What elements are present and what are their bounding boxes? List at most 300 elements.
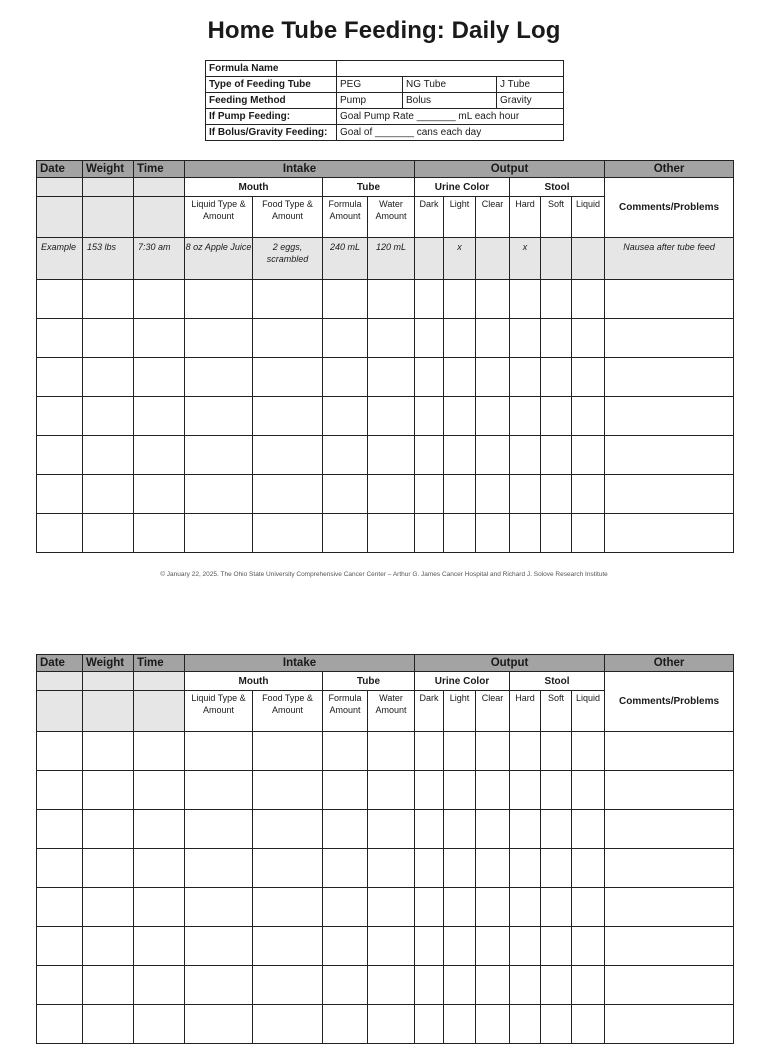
stool-liquid-cell[interactable] (572, 475, 605, 514)
bolus-goal-field[interactable]: Goal of _______ cans each day (337, 125, 564, 141)
water-cell[interactable] (368, 810, 415, 849)
stool-liquid-cell[interactable] (572, 732, 605, 771)
weight-cell[interactable] (83, 771, 134, 810)
food-cell[interactable] (253, 771, 323, 810)
time-cell[interactable] (134, 397, 185, 436)
hard-cell[interactable] (510, 927, 541, 966)
comments-cell[interactable] (605, 888, 734, 927)
soft-cell[interactable] (541, 280, 572, 319)
weight-cell[interactable] (83, 280, 134, 319)
mouth-header: Mouth (185, 178, 323, 197)
feeding-method-label: Feeding Method (206, 93, 337, 109)
other-header: Other (605, 161, 734, 178)
tube-header: Tube (323, 672, 415, 691)
stool-liquid-cell[interactable] (572, 927, 605, 966)
light-cell[interactable] (444, 849, 476, 888)
log-entry-row (37, 358, 734, 397)
food-cell[interactable] (253, 888, 323, 927)
date-cell[interactable] (37, 849, 83, 888)
soft-cell[interactable] (541, 888, 572, 927)
food-cell[interactable] (253, 849, 323, 888)
method-option-gravity[interactable]: Gravity (497, 93, 564, 109)
hard-cell[interactable] (510, 810, 541, 849)
example-water: 120 mL (368, 238, 415, 280)
time-cell[interactable] (134, 966, 185, 1005)
example-hard: x (510, 238, 541, 280)
clear-header: Clear (476, 691, 510, 732)
soft-cell[interactable] (541, 849, 572, 888)
example-light: x (444, 238, 476, 280)
light-cell[interactable] (444, 888, 476, 927)
daily-log-table-2 (36, 654, 734, 1044)
date-cell[interactable] (37, 319, 83, 358)
date-cell[interactable] (37, 966, 83, 1005)
liquid-cell[interactable] (185, 280, 253, 319)
formula-cell[interactable] (323, 280, 368, 319)
pump-rate-field[interactable]: Goal Pump Rate _______ mL each hour (337, 109, 564, 125)
clear-cell[interactable] (476, 1005, 510, 1044)
stool-liquid-cell[interactable] (572, 888, 605, 927)
time-cell[interactable] (134, 732, 185, 771)
clear-cell[interactable] (476, 966, 510, 1005)
log-entry-row (37, 436, 734, 475)
hard-header: Hard (510, 691, 541, 732)
clear-cell[interactable] (476, 436, 510, 475)
dark-cell[interactable] (415, 475, 444, 514)
water-cell[interactable] (368, 888, 415, 927)
food-cell[interactable] (253, 966, 323, 1005)
stool-liquid-cell[interactable] (572, 514, 605, 553)
time-cell[interactable] (134, 475, 185, 514)
food-cell[interactable] (253, 810, 323, 849)
liquid-cell[interactable] (185, 397, 253, 436)
tube-option-j[interactable]: J Tube (497, 77, 564, 93)
food-cell[interactable] (253, 475, 323, 514)
example-date: Example (37, 238, 83, 280)
example-stool-liquid (572, 238, 605, 280)
date-cell[interactable] (37, 1005, 83, 1044)
time-cell[interactable] (134, 771, 185, 810)
stool-liquid-cell[interactable] (572, 280, 605, 319)
food-cell[interactable] (253, 1005, 323, 1044)
formula-cell[interactable] (323, 771, 368, 810)
output-header: Output (415, 655, 605, 672)
time-cell[interactable] (134, 927, 185, 966)
liquid-cell[interactable] (185, 1005, 253, 1044)
water-cell[interactable] (368, 771, 415, 810)
formula-cell[interactable] (323, 732, 368, 771)
water-cell[interactable] (368, 280, 415, 319)
water-cell[interactable] (368, 966, 415, 1005)
formula-cell[interactable] (323, 436, 368, 475)
hard-cell[interactable] (510, 436, 541, 475)
example-comments: Nausea after tube feed (605, 238, 734, 280)
weight-cell[interactable] (83, 810, 134, 849)
example-dark (415, 238, 444, 280)
weight-cell[interactable] (83, 966, 134, 1005)
comments-cell[interactable] (605, 966, 734, 1005)
log-entry-row (37, 319, 734, 358)
weight-cell[interactable] (83, 849, 134, 888)
log-rows-1 (37, 280, 734, 553)
example-food: 2 eggs, scrambled (253, 238, 323, 280)
light-cell[interactable] (444, 810, 476, 849)
hard-cell[interactable] (510, 397, 541, 436)
clear-cell[interactable] (476, 280, 510, 319)
weight-cell[interactable] (83, 1005, 134, 1044)
comments-cell[interactable] (605, 849, 734, 888)
food-cell[interactable] (253, 319, 323, 358)
light-header: Light (444, 691, 476, 732)
tube-option-ng[interactable]: NG Tube (403, 77, 497, 93)
formula-cell[interactable] (323, 810, 368, 849)
water-cell[interactable] (368, 927, 415, 966)
weight-cell[interactable] (83, 475, 134, 514)
date-cell[interactable] (37, 280, 83, 319)
clear-cell[interactable] (476, 475, 510, 514)
comments-cell[interactable] (605, 771, 734, 810)
time-header: Time (134, 655, 185, 672)
weight-cell[interactable] (83, 732, 134, 771)
food-cell[interactable] (253, 397, 323, 436)
water-cell[interactable] (368, 475, 415, 514)
bolus-feeding-label: If Bolus/Gravity Feeding: (206, 125, 337, 141)
formula-amount-header: Formula Amount (323, 691, 368, 732)
log-rows-2 (37, 732, 734, 1044)
hard-cell[interactable] (510, 888, 541, 927)
food-cell[interactable] (253, 436, 323, 475)
liquid-stool-header: Liquid (572, 197, 605, 238)
dark-cell[interactable] (415, 1005, 444, 1044)
formula-cell[interactable] (323, 849, 368, 888)
formula-cell[interactable] (323, 358, 368, 397)
light-cell[interactable] (444, 280, 476, 319)
hard-header: Hard (510, 197, 541, 238)
weight-cell[interactable] (83, 514, 134, 553)
time-cell[interactable] (134, 436, 185, 475)
method-option-bolus[interactable]: Bolus (403, 93, 497, 109)
soft-cell[interactable] (541, 810, 572, 849)
time-cell[interactable] (134, 1005, 185, 1044)
weight-cell[interactable] (83, 397, 134, 436)
water-cell[interactable] (368, 514, 415, 553)
light-cell[interactable] (444, 966, 476, 1005)
light-cell[interactable] (444, 397, 476, 436)
date-cell[interactable] (37, 810, 83, 849)
formula-cell[interactable] (323, 1005, 368, 1044)
time-cell[interactable] (134, 280, 185, 319)
formula-cell[interactable] (323, 927, 368, 966)
clear-cell[interactable] (476, 849, 510, 888)
log-entry-row (37, 966, 734, 1005)
comments-cell[interactable] (605, 927, 734, 966)
clear-cell[interactable] (476, 732, 510, 771)
date-cell[interactable] (37, 771, 83, 810)
stool-liquid-cell[interactable] (572, 810, 605, 849)
soft-cell[interactable] (541, 436, 572, 475)
clear-cell[interactable] (476, 319, 510, 358)
liquid-cell[interactable] (185, 927, 253, 966)
dark-cell[interactable] (415, 358, 444, 397)
water-cell[interactable] (368, 436, 415, 475)
log-entry-row (37, 1005, 734, 1044)
soft-cell[interactable] (541, 514, 572, 553)
time-cell[interactable] (134, 358, 185, 397)
formula-cell[interactable] (323, 514, 368, 553)
daily-log-table-1 (36, 160, 734, 553)
comments-cell[interactable] (605, 732, 734, 771)
light-cell[interactable] (444, 475, 476, 514)
dark-cell[interactable] (415, 810, 444, 849)
food-cell[interactable] (253, 732, 323, 771)
clear-cell[interactable] (476, 888, 510, 927)
light-cell[interactable] (444, 436, 476, 475)
formula-name-label: Formula Name (206, 61, 337, 77)
weight-cell[interactable] (83, 927, 134, 966)
time-cell[interactable] (134, 810, 185, 849)
hard-cell[interactable] (510, 475, 541, 514)
stool-header: Stool (510, 178, 605, 197)
liquid-stool-header: Liquid (572, 691, 605, 732)
stool-liquid-cell[interactable] (572, 397, 605, 436)
intake-header: Intake (185, 161, 415, 178)
output-header: Output (415, 161, 605, 178)
liquid-cell[interactable] (185, 966, 253, 1005)
comments-cell[interactable] (605, 475, 734, 514)
food-type-header: Food Type & Amount (253, 197, 323, 238)
stool-liquid-cell[interactable] (572, 771, 605, 810)
comments-cell[interactable] (605, 514, 734, 553)
date-cell[interactable] (37, 436, 83, 475)
comments-cell[interactable] (605, 280, 734, 319)
soft-cell[interactable] (541, 319, 572, 358)
urine-color-header: Urine Color (415, 672, 510, 691)
soft-cell[interactable] (541, 732, 572, 771)
light-header: Light (444, 197, 476, 238)
comments-cell[interactable] (605, 319, 734, 358)
time-cell[interactable] (134, 849, 185, 888)
dark-cell[interactable] (415, 849, 444, 888)
soft-cell[interactable] (541, 927, 572, 966)
soft-header: Soft (541, 691, 572, 732)
log-entry-row (37, 475, 734, 514)
clear-header: Clear (476, 197, 510, 238)
soft-cell[interactable] (541, 397, 572, 436)
dark-header: Dark (415, 197, 444, 238)
stool-liquid-cell[interactable] (572, 849, 605, 888)
stool-liquid-cell[interactable] (572, 358, 605, 397)
liquid-cell[interactable] (185, 436, 253, 475)
stool-liquid-cell[interactable] (572, 436, 605, 475)
comments-cell[interactable] (605, 1005, 734, 1044)
time-header: Time (134, 161, 185, 178)
soft-cell[interactable] (541, 358, 572, 397)
date-header: Date (37, 161, 83, 178)
food-type-header: Food Type & Amount (253, 691, 323, 732)
log-entry-row (37, 280, 734, 319)
light-cell[interactable] (444, 319, 476, 358)
soft-cell[interactable] (541, 475, 572, 514)
time-cell[interactable] (134, 319, 185, 358)
dark-cell[interactable] (415, 319, 444, 358)
hard-cell[interactable] (510, 514, 541, 553)
dark-cell[interactable] (415, 966, 444, 1005)
log-entry-row (37, 397, 734, 436)
hard-cell[interactable] (510, 280, 541, 319)
comments-cell[interactable] (605, 436, 734, 475)
intake-header: Intake (185, 655, 415, 672)
liquid-cell[interactable] (185, 849, 253, 888)
hard-cell[interactable] (510, 358, 541, 397)
time-cell[interactable] (134, 888, 185, 927)
stool-liquid-cell[interactable] (572, 1005, 605, 1044)
dark-cell[interactable] (415, 397, 444, 436)
log-entry-row (37, 810, 734, 849)
light-cell[interactable] (444, 1005, 476, 1044)
example-formula: 240 mL (323, 238, 368, 280)
soft-cell[interactable] (541, 771, 572, 810)
date-cell[interactable] (37, 732, 83, 771)
water-cell[interactable] (368, 849, 415, 888)
hard-cell[interactable] (510, 1005, 541, 1044)
example-row (37, 238, 734, 280)
date-cell[interactable] (37, 927, 83, 966)
example-time: 7:30 am (134, 238, 185, 280)
light-cell[interactable] (444, 732, 476, 771)
food-cell[interactable] (253, 927, 323, 966)
clear-cell[interactable] (476, 927, 510, 966)
example-soft (541, 238, 572, 280)
dark-cell[interactable] (415, 514, 444, 553)
weight-cell[interactable] (83, 358, 134, 397)
comments-cell[interactable] (605, 358, 734, 397)
clear-cell[interactable] (476, 514, 510, 553)
pump-feeding-label: If Pump Feeding: (206, 109, 337, 125)
example-clear (476, 238, 510, 280)
comments-header: Comments/Problems (605, 672, 734, 732)
date-cell[interactable] (37, 514, 83, 553)
log-entry-row (37, 849, 734, 888)
example-liquid: 8 oz Apple Juice (185, 238, 253, 280)
water-amount-header: Water Amount (368, 691, 415, 732)
liquid-type-header: Liquid Type & Amount (185, 691, 253, 732)
formula-cell[interactable] (323, 966, 368, 1005)
liquid-cell[interactable] (185, 319, 253, 358)
urine-color-header: Urine Color (415, 178, 510, 197)
soft-header: Soft (541, 197, 572, 238)
comments-header: Comments/Problems (605, 178, 734, 238)
date-header: Date (37, 655, 83, 672)
dark-cell[interactable] (415, 771, 444, 810)
date-cell[interactable] (37, 358, 83, 397)
comments-cell[interactable] (605, 810, 734, 849)
hard-cell[interactable] (510, 732, 541, 771)
hard-cell[interactable] (510, 319, 541, 358)
stool-liquid-cell[interactable] (572, 319, 605, 358)
log-entry-row (37, 888, 734, 927)
light-cell[interactable] (444, 358, 476, 397)
hard-cell[interactable] (510, 966, 541, 1005)
dark-cell[interactable] (415, 436, 444, 475)
date-cell[interactable] (37, 397, 83, 436)
tube-option-peg[interactable]: PEG (337, 77, 403, 93)
dark-header: Dark (415, 691, 444, 732)
food-cell[interactable] (253, 280, 323, 319)
water-cell[interactable] (368, 1005, 415, 1044)
liquid-cell[interactable] (185, 514, 253, 553)
water-cell[interactable] (368, 397, 415, 436)
hard-cell[interactable] (510, 849, 541, 888)
tube-type-label: Type of Feeding Tube (206, 77, 337, 93)
date-cell[interactable] (37, 888, 83, 927)
log-entry-row (37, 771, 734, 810)
water-amount-header: Water Amount (368, 197, 415, 238)
other-header: Other (605, 655, 734, 672)
date-cell[interactable] (37, 475, 83, 514)
log-entry-row (37, 927, 734, 966)
formula-cell[interactable] (323, 397, 368, 436)
formula-info-table (205, 60, 564, 141)
clear-cell[interactable] (476, 810, 510, 849)
soft-cell[interactable] (541, 966, 572, 1005)
liquid-cell[interactable] (185, 771, 253, 810)
liquid-cell[interactable] (185, 810, 253, 849)
light-cell[interactable] (444, 927, 476, 966)
weight-cell[interactable] (83, 888, 134, 927)
dark-cell[interactable] (415, 280, 444, 319)
stool-liquid-cell[interactable] (572, 966, 605, 1005)
log-entry-row (37, 514, 734, 553)
time-cell[interactable] (134, 514, 185, 553)
liquid-type-header: Liquid Type & Amount (185, 197, 253, 238)
liquid-cell[interactable] (185, 475, 253, 514)
formula-name-field[interactable] (337, 61, 564, 77)
weight-cell[interactable] (83, 436, 134, 475)
clear-cell[interactable] (476, 358, 510, 397)
light-cell[interactable] (444, 771, 476, 810)
copyright-footer: © January 22, 2025. The Ohio State University Comprehensive Cancer Center – Arthur G. James Cancer Hospital and Richard J. Solove Research Institute (160, 571, 608, 578)
log-entry-row (37, 732, 734, 771)
food-cell[interactable] (253, 514, 323, 553)
dark-cell[interactable] (415, 927, 444, 966)
water-cell[interactable] (368, 358, 415, 397)
dark-cell[interactable] (415, 888, 444, 927)
liquid-cell[interactable] (185, 888, 253, 927)
mouth-header: Mouth (185, 672, 323, 691)
formula-cell[interactable] (323, 475, 368, 514)
water-cell[interactable] (368, 732, 415, 771)
water-cell[interactable] (368, 319, 415, 358)
formula-amount-header: Formula Amount (323, 197, 368, 238)
liquid-cell[interactable] (185, 358, 253, 397)
food-cell[interactable] (253, 358, 323, 397)
clear-cell[interactable] (476, 397, 510, 436)
method-option-pump[interactable]: Pump (337, 93, 403, 109)
weight-cell[interactable] (83, 319, 134, 358)
clear-cell[interactable] (476, 771, 510, 810)
hard-cell[interactable] (510, 771, 541, 810)
weight-header: Weight (83, 655, 134, 672)
tube-header: Tube (323, 178, 415, 197)
soft-cell[interactable] (541, 1005, 572, 1044)
comments-cell[interactable] (605, 397, 734, 436)
formula-cell[interactable] (323, 319, 368, 358)
dark-cell[interactable] (415, 732, 444, 771)
weight-header: Weight (83, 161, 134, 178)
light-cell[interactable] (444, 514, 476, 553)
liquid-cell[interactable] (185, 732, 253, 771)
formula-cell[interactable] (323, 888, 368, 927)
